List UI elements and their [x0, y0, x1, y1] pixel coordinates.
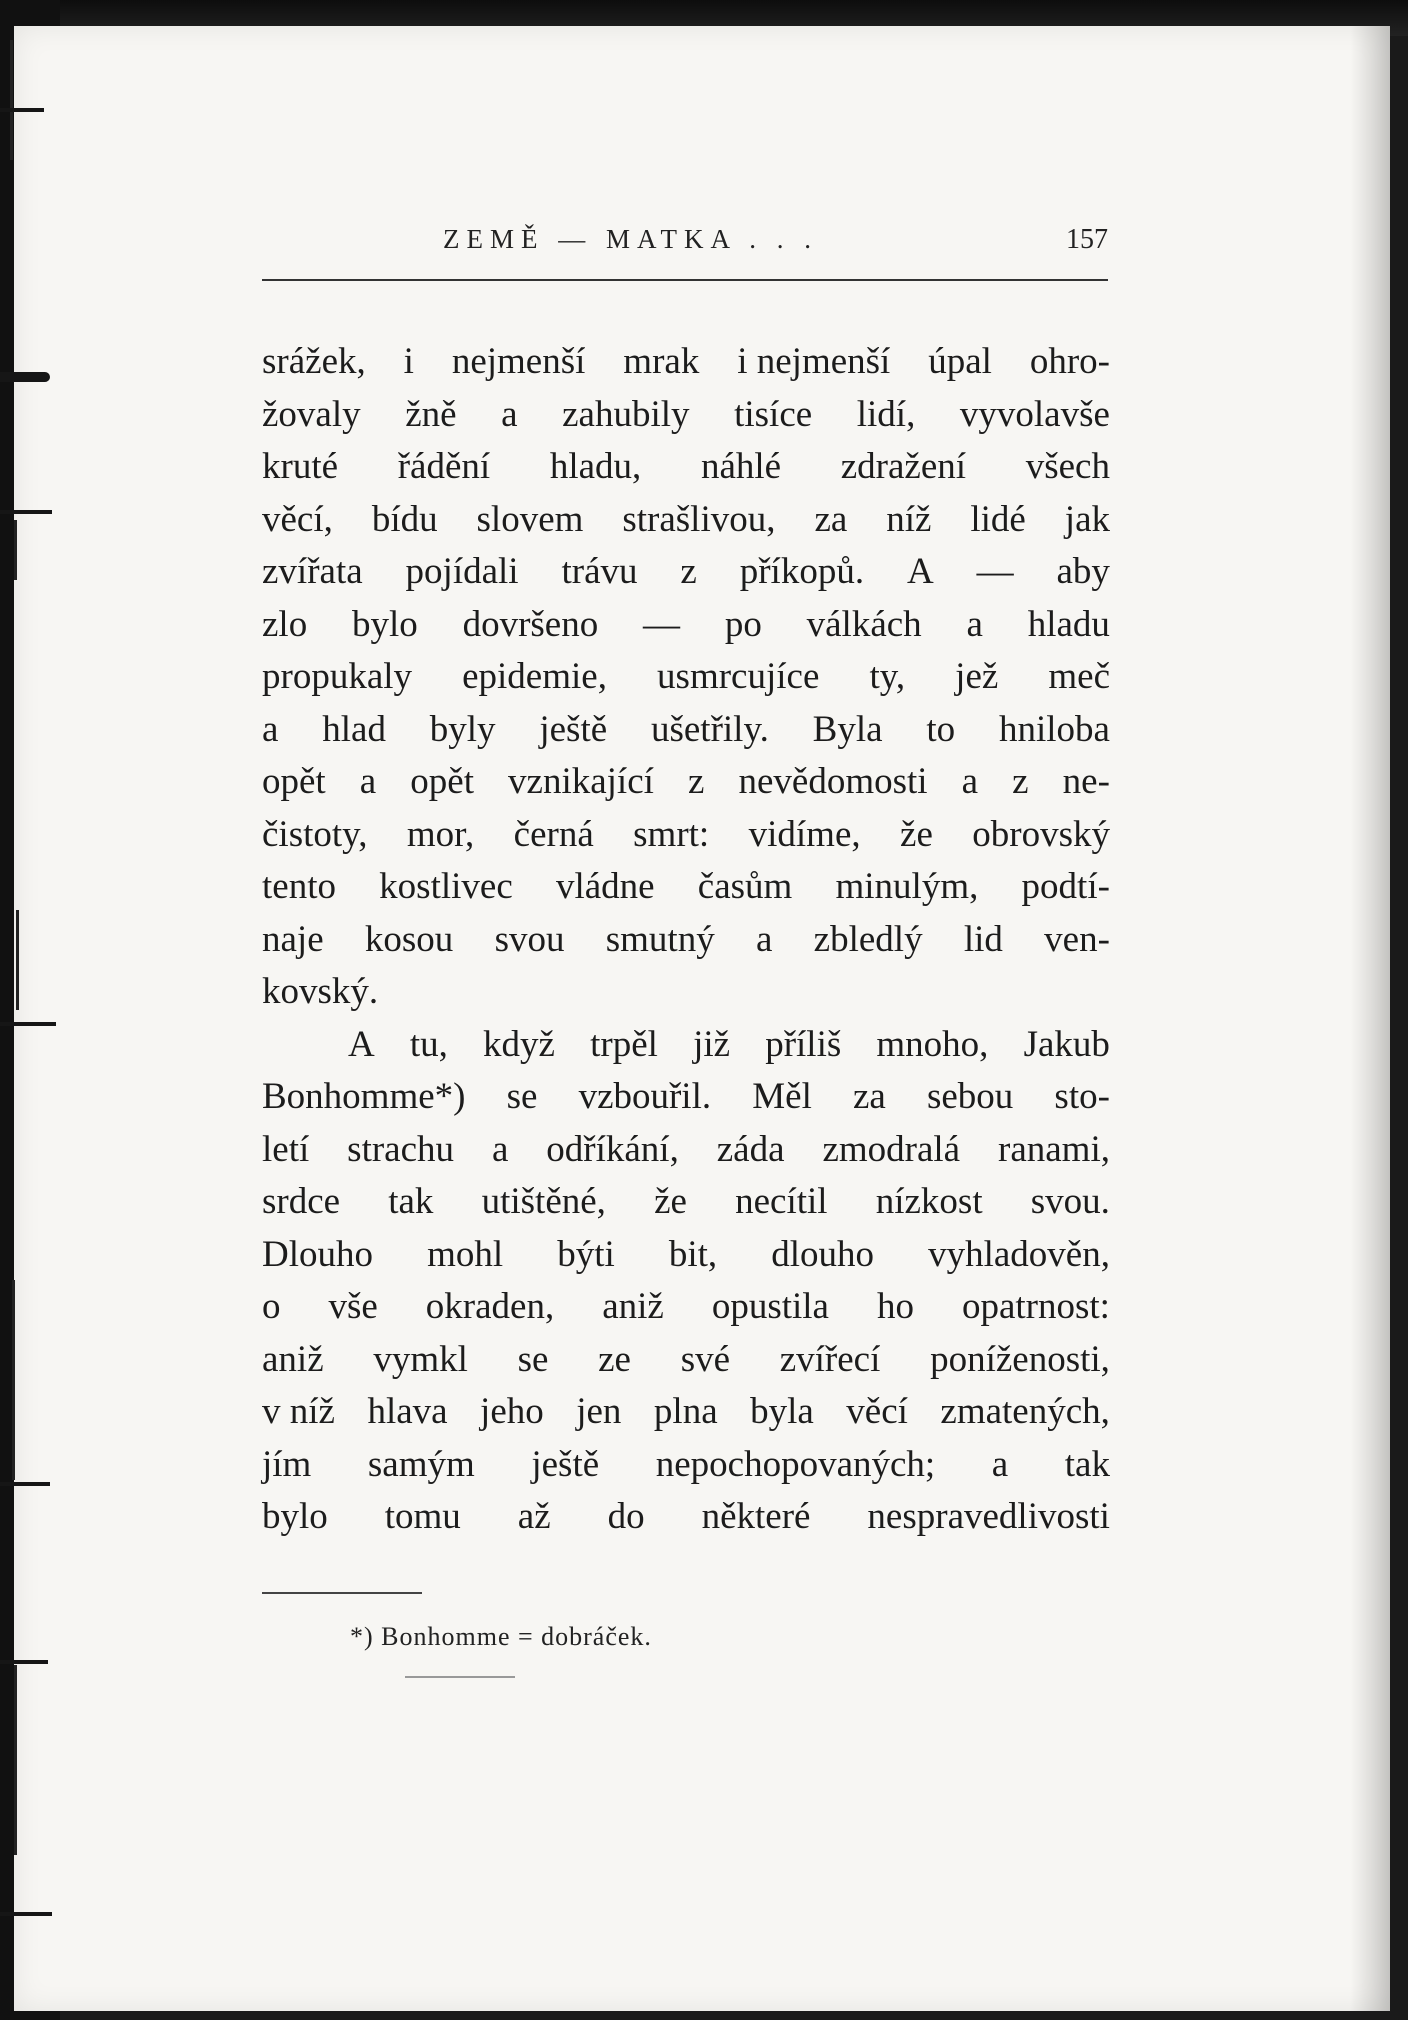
word: vyhladověn, — [928, 1233, 1110, 1275]
word: lid — [963, 918, 1003, 960]
word: nespravedlivosti — [867, 1496, 1110, 1537]
word: a — [961, 761, 979, 802]
word: tu, — [409, 1023, 448, 1065]
binding-marks — [0, 0, 60, 2020]
word: necítil — [735, 1181, 828, 1222]
text-line — [262, 1386, 1110, 1439]
running-title: ZEMĚ — MATKA . . . — [443, 224, 818, 254]
text-line — [262, 389, 1110, 442]
word: žně — [405, 393, 457, 435]
word: válkách — [806, 603, 922, 645]
word: slovem — [476, 498, 584, 540]
word: ušetřily. — [650, 708, 769, 750]
word: opustila — [711, 1286, 829, 1327]
word: A — [348, 1023, 375, 1065]
word: aniž — [602, 1286, 664, 1327]
text-line — [262, 966, 1110, 1019]
word: pojídali — [405, 551, 519, 592]
word: ještě — [539, 708, 608, 750]
header-rule — [262, 279, 1108, 281]
word: že — [900, 813, 933, 855]
text-line — [262, 861, 1110, 914]
text-line — [262, 1229, 1110, 1282]
word: nízkost — [875, 1181, 983, 1222]
word: že — [654, 1181, 687, 1222]
word: věcí — [846, 1391, 908, 1432]
word: bylo — [352, 603, 418, 645]
word: kruté — [262, 446, 339, 487]
word: — — [976, 551, 1014, 592]
text-line — [262, 599, 1110, 652]
word: poníženosti, — [930, 1338, 1110, 1380]
word: časům — [697, 866, 793, 907]
word: zvířata — [262, 551, 363, 592]
word: ještě — [531, 1443, 600, 1485]
word: letí — [262, 1128, 310, 1170]
word: samým — [367, 1443, 475, 1485]
word: zvířecí — [779, 1338, 881, 1380]
word: ohro- — [1029, 341, 1110, 382]
word: i — [403, 341, 414, 382]
footnote-underline — [405, 1676, 515, 1678]
text-line — [262, 546, 1110, 599]
word: smrt: — [633, 813, 710, 855]
binding-mark — [0, 1912, 52, 1916]
word: býti — [557, 1233, 615, 1275]
word: okraden, — [425, 1286, 555, 1327]
word: ho — [876, 1286, 914, 1327]
word: tak — [388, 1181, 434, 1222]
text-line — [262, 1281, 1110, 1334]
word: byly — [429, 708, 496, 750]
binding-mark — [0, 1660, 48, 1664]
body-text — [262, 336, 1110, 1544]
word: se — [517, 1338, 549, 1380]
word: srdce — [262, 1181, 341, 1222]
word: svou — [494, 918, 565, 960]
word: a — [501, 393, 518, 435]
word: a — [359, 761, 377, 802]
word: zahubily — [562, 393, 690, 435]
word: srážek, — [262, 341, 366, 382]
text-line — [262, 441, 1110, 494]
word: za — [852, 1076, 886, 1117]
binding-mark — [0, 108, 44, 112]
binding-line — [16, 910, 19, 1010]
word: lidé — [970, 498, 1026, 540]
text-line — [262, 1334, 1110, 1387]
word: opět — [262, 761, 326, 802]
word: z — [1012, 761, 1029, 802]
word: hniloba — [998, 708, 1110, 750]
binding-mark — [0, 1022, 56, 1026]
word: úpal — [928, 341, 992, 382]
word: o — [262, 1286, 281, 1327]
word: podtí- — [1021, 866, 1110, 907]
word: plna — [653, 1391, 718, 1432]
word: vládne — [555, 866, 655, 907]
word: některé — [701, 1496, 811, 1537]
word: epidemie, — [462, 656, 607, 697]
word: a — [262, 708, 279, 750]
word: žovaly — [262, 393, 361, 435]
word: kostlivec — [379, 866, 513, 907]
word: a — [991, 1443, 1009, 1485]
binding-line — [12, 1280, 15, 1480]
word: se — [506, 1076, 538, 1117]
text-line — [262, 1439, 1110, 1492]
page-right-shadow — [1350, 26, 1390, 2011]
word: ven- — [1044, 918, 1110, 960]
word: zlo — [262, 603, 308, 645]
word: zbledlý — [813, 918, 923, 960]
word: aby — [1056, 551, 1110, 592]
word: z — [680, 551, 697, 592]
word: jen — [576, 1391, 622, 1432]
word: sto- — [1054, 1076, 1110, 1117]
binding-line — [14, 520, 17, 580]
word: vidíme, — [748, 813, 861, 855]
word: propukaly — [262, 656, 413, 697]
word: kosou — [364, 918, 454, 960]
running-head — [248, 224, 1118, 264]
word: do — [607, 1496, 645, 1537]
word: černá — [513, 813, 594, 855]
word: dlouho — [771, 1233, 875, 1275]
word: Měl — [752, 1076, 812, 1117]
word: tak — [1064, 1443, 1110, 1485]
word: až — [517, 1496, 551, 1537]
word: za — [814, 498, 848, 540]
word: bit, — [668, 1233, 718, 1275]
word: již — [693, 1023, 731, 1065]
word: dovršeno — [462, 603, 599, 645]
footnote: *) Bonhomme = dobráček. — [350, 1622, 652, 1651]
word: a — [755, 918, 773, 960]
word: ze — [598, 1338, 631, 1380]
word: hlava — [367, 1391, 448, 1432]
word: strašlivou, — [622, 498, 776, 540]
word: čistoty, — [262, 813, 368, 855]
word: usmrcujíce — [657, 656, 820, 697]
text-line — [262, 1124, 1110, 1177]
word: příliš — [765, 1023, 842, 1065]
word: opět — [410, 761, 474, 802]
text-line — [262, 651, 1110, 704]
word: ranami, — [998, 1128, 1110, 1170]
word: mor, — [406, 813, 475, 855]
word: Jakub — [1023, 1023, 1110, 1065]
word: záda — [716, 1128, 785, 1170]
text-line — [262, 1491, 1110, 1544]
word: to — [926, 708, 956, 750]
word: tomu — [384, 1496, 461, 1537]
word: byla — [750, 1391, 814, 1432]
word: ne- — [1062, 761, 1110, 802]
word: meč — [1048, 656, 1110, 697]
word: svou. — [1030, 1181, 1110, 1222]
word: sebou — [926, 1076, 1014, 1117]
binding-mark — [0, 510, 52, 514]
word: vše — [328, 1286, 378, 1327]
word: hladu, — [549, 446, 642, 487]
word: tento — [262, 866, 336, 907]
word: po — [724, 603, 762, 645]
word: trávu — [561, 551, 638, 592]
text-line — [262, 336, 1110, 389]
text-line — [262, 494, 1110, 547]
word: mohl — [427, 1233, 504, 1275]
word: a — [966, 603, 983, 645]
word: odříkání, — [546, 1128, 679, 1170]
word: příkopů. — [739, 551, 865, 592]
text-line — [262, 704, 1110, 757]
word: mrak — [623, 341, 700, 382]
text-line — [262, 1071, 1110, 1124]
word: nevědomosti — [738, 761, 928, 802]
binding-line — [10, 40, 13, 160]
word: a — [491, 1128, 509, 1170]
word: bylo — [262, 1496, 328, 1537]
word: nejmenší — [451, 341, 586, 382]
word: A — [906, 551, 934, 592]
word: i nejmenší — [737, 341, 891, 382]
word: kovský. — [262, 971, 379, 1012]
word: tisíce — [734, 393, 813, 435]
word: smutný — [605, 918, 715, 960]
word: jím — [262, 1443, 312, 1485]
word: aniž — [262, 1338, 324, 1380]
word: trpěl — [590, 1023, 658, 1065]
word: hladu — [1027, 603, 1110, 645]
word: náhlé — [700, 446, 782, 487]
word: ty, — [869, 656, 906, 697]
word: v níž — [262, 1391, 335, 1432]
word: věcí, — [262, 498, 333, 540]
word: když — [483, 1023, 555, 1065]
word: opatrnost: — [961, 1286, 1110, 1327]
text-line — [262, 1019, 1110, 1072]
word: zmodralá — [822, 1128, 961, 1170]
word: své — [680, 1338, 731, 1380]
word: všech — [1025, 446, 1110, 487]
word: řádění — [397, 446, 491, 487]
word: jak — [1064, 498, 1110, 540]
word: jeho — [480, 1391, 544, 1432]
word: vymkl — [373, 1338, 468, 1380]
binding-line — [14, 1665, 17, 1855]
text-line — [262, 914, 1110, 967]
word: minulým, — [835, 866, 979, 907]
word: Byla — [812, 708, 883, 750]
word: naje — [262, 918, 324, 960]
word: — — [643, 603, 681, 645]
text-line — [262, 1176, 1110, 1229]
word: zmatených, — [940, 1391, 1110, 1432]
word: z — [687, 761, 705, 802]
binding-mark — [0, 372, 50, 382]
word: lidí, — [856, 393, 916, 435]
page-number: 157 — [1066, 224, 1108, 255]
word: vzbouřil. — [578, 1076, 712, 1117]
word: vyvolavše — [959, 393, 1110, 435]
word: jež — [955, 656, 999, 697]
word: bídu — [371, 498, 438, 540]
word: utištěné, — [481, 1181, 606, 1222]
word: vznikající — [508, 761, 654, 802]
text-line — [262, 756, 1110, 809]
word: Bonhomme*) — [262, 1076, 466, 1117]
footnote-rule — [262, 1592, 422, 1594]
word: mnoho, — [876, 1023, 989, 1065]
word: zdražení — [840, 446, 967, 487]
word: níž — [886, 498, 932, 540]
word: obrovský — [972, 813, 1110, 855]
text-line — [262, 809, 1110, 862]
word: strachu — [347, 1128, 455, 1170]
word: nepochopovaných; — [655, 1443, 936, 1485]
word: hlad — [322, 708, 386, 750]
binding-mark — [0, 1482, 50, 1486]
word: Dlouho — [262, 1233, 373, 1275]
